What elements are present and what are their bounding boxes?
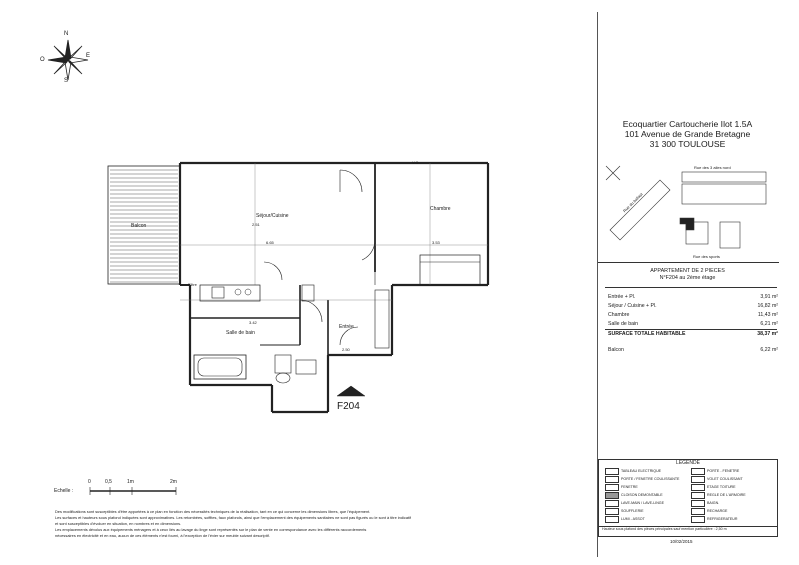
street-west: Rue du ballast	[621, 191, 644, 214]
legend-box	[598, 459, 778, 537]
legend-label: PORTE / FENETRE COULISSANTE	[621, 476, 680, 481]
dim-5: 2.50	[342, 347, 350, 352]
legend-label: SOUFFLERIE	[621, 508, 644, 513]
scale-tick-2: 1m	[127, 479, 134, 485]
compass-south: S	[64, 78, 69, 84]
legend-symbol	[691, 476, 705, 483]
legend-symbol	[605, 516, 619, 523]
legend-label: RECHARGE	[707, 508, 728, 513]
area-row: Entrée + Pl. 3,91 m²	[608, 294, 778, 300]
legend-symbol	[605, 492, 619, 499]
legend-symbol	[605, 484, 619, 491]
legend-symbol	[605, 508, 619, 515]
balcony-row: Balcon 6,22 m²	[608, 347, 778, 353]
address-line-2: 101 Avenue de Grande Bretagne	[624, 129, 751, 139]
legend-symbol	[605, 500, 619, 507]
address-line-3: 31 300 TOULOUSE	[649, 139, 726, 149]
legend-label: ETAGE TOITURE	[707, 484, 736, 489]
scale-tick-3: 2m	[170, 479, 177, 485]
plan-date: 10/02/2015	[670, 539, 693, 544]
compass-north: N	[64, 31, 69, 37]
note-line: Les surfaces et hauteurs sous plafond indiquées sont approximatives. Les retombées, soffites, faux plafonds, ainsi que l'emplacement des équipements sanitaires ne sont pas figurés ou le sont à titre indicatif	[55, 515, 412, 520]
dim-1: 6.65	[266, 240, 274, 245]
scale-tick-1: 0,5	[105, 479, 112, 485]
legend-label: CLOISON DEMONTABLE	[621, 492, 663, 497]
area-row: Séjour / Cuisine + Pl. 16,82 m²	[608, 303, 778, 309]
legend-symbol	[691, 468, 705, 475]
note-line: nécessaires en électricité et en eau, aucun de ces éléments n'est fourni, à l'exception de l'évier sur meuble suivant descriptif.	[55, 533, 270, 538]
room-label-sejour: Séjour/Cuisine	[256, 213, 289, 219]
legend-label: FENETRE	[621, 484, 638, 489]
note-line: Des modifications sont susceptibles d'être apportées à ce plan en fonction des nécessités techniques de la réalisation, tant en ce qui concerne les dimensions libres, que l'équipement.	[55, 509, 371, 514]
legend-symbol	[691, 508, 705, 515]
areas-top-line	[605, 287, 777, 288]
apartment-header	[600, 268, 775, 282]
apartment-title: APPARTEMENT DE 2 PIECES	[650, 268, 725, 274]
legend-symbol	[691, 484, 705, 491]
legend-symbol	[691, 516, 705, 523]
filter-label: Filtre	[188, 282, 197, 287]
vo-label: V.O.	[412, 160, 420, 165]
legend-label: LUMI - ASSOT	[621, 516, 645, 521]
legend-label: PORTE - FENETRE	[707, 468, 740, 473]
compass-east: E	[86, 53, 91, 59]
total-line	[605, 329, 777, 330]
map-divider	[598, 262, 779, 263]
disclaimer-notes	[55, 509, 575, 539]
unit-label: F204	[337, 401, 360, 412]
room-label-chambre: Chambre	[430, 206, 451, 212]
legend-label: VOLET COULISSANT	[707, 476, 743, 481]
room-label-balcon: Balcon	[131, 223, 147, 229]
total-row: SURFACE TOTALE HABITABLE 38,37 m²	[608, 331, 778, 337]
dim-3: 2.51	[252, 222, 260, 227]
unit-marker-arrow	[337, 386, 365, 396]
area-row: Chambre 11,43 m²	[608, 312, 778, 318]
dim-2: 3.53	[432, 240, 440, 245]
note-line: Les emplacements dévolus aux équipements ménagers et à ceux liés au lavage du linge sont représentés sur le plan de vente en correspondance avec les différents raccordements	[55, 527, 367, 532]
location-map	[600, 160, 778, 265]
legend-symbol	[605, 468, 619, 475]
street-south: Rue des sports	[693, 254, 720, 259]
legend-symbol	[691, 500, 705, 507]
legend-label: LAVE-MAIN / LAVE-LINGE	[621, 500, 665, 505]
legend-label: BAIGN.	[707, 500, 720, 505]
address-line-1: Ecoquartier Cartoucherie Ilot 1.5A	[622, 119, 753, 129]
room-label-entree: Entrée	[339, 324, 354, 330]
compass-west: O	[40, 57, 45, 63]
scale-bar	[88, 486, 183, 496]
legend-title: LEGENDE	[676, 460, 700, 466]
legend-label: REFRIGERATEUR	[707, 516, 738, 521]
note-line: et sont susceptibles d'évoluer en situation, en nombres et en dimensions.	[55, 521, 182, 526]
legend-label: TABLEAU ELECTRIQUE	[621, 468, 662, 473]
legend-symbol	[691, 492, 705, 499]
apartment-subtitle: N°F204 au 2ème étage	[659, 275, 716, 281]
dim-4: 3.42	[249, 320, 257, 325]
street-north: Rue des 3 ailes nord	[694, 165, 731, 170]
legend-symbol	[605, 476, 619, 483]
room-label-sdb: Salle de bain	[226, 330, 255, 336]
scale-tick-0: 0	[88, 479, 91, 485]
legend-footer: Hauteur sous plafond des pièces principales sauf mention particulière : 2,50 m	[602, 527, 727, 531]
scale-label: Echelle :	[54, 488, 74, 494]
legend-label: REGLE DE L'ARMOIRE	[707, 492, 746, 497]
address-block	[600, 119, 775, 149]
area-row: Salle de bain 6,21 m²	[608, 321, 778, 327]
